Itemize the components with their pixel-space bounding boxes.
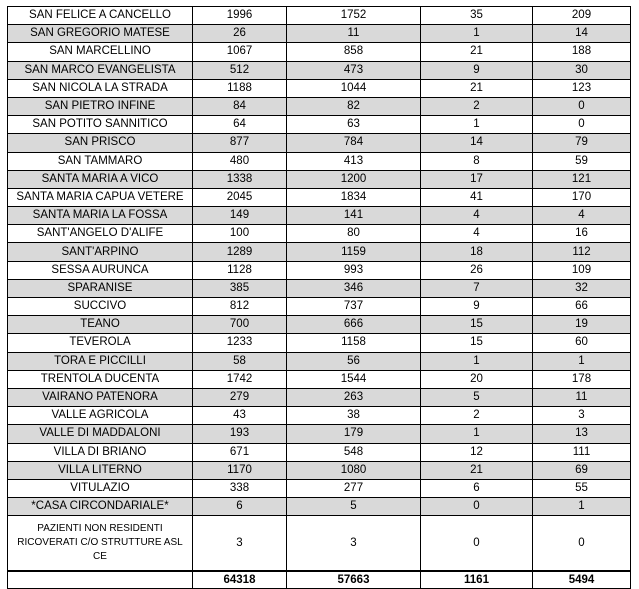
municipality-cell: SAN TAMMARO — [8, 152, 193, 170]
value-col-1-total-cell: 64318 — [193, 571, 287, 589]
table-row — [8, 479, 631, 497]
municipality-cell: SANTA MARIA A VICO — [8, 170, 193, 188]
value-col-1-cell: 700 — [193, 316, 287, 334]
value-col-3-cell: 21 — [421, 461, 533, 479]
value-col-3-cell: 6 — [421, 479, 533, 497]
value-col-2-cell: 5 — [287, 498, 421, 516]
value-col-1-cell: 338 — [193, 479, 287, 497]
municipality-cell: SAN POTITO SANNITICO — [8, 116, 193, 134]
value-col-4-cell: 30 — [533, 61, 631, 79]
table-row — [8, 443, 631, 461]
value-col-2-cell: 38 — [287, 407, 421, 425]
value-col-1-cell: 1233 — [193, 334, 287, 352]
municipality-cell: SAN PRISCO — [8, 134, 193, 152]
municipality-cell: SPARANISE — [8, 279, 193, 297]
value-col-3-cell: 2 — [421, 407, 533, 425]
value-col-3-cell: 4 — [421, 225, 533, 243]
value-col-1-cell: 3 — [193, 516, 287, 572]
value-col-1-cell: 100 — [193, 225, 287, 243]
value-col-1-cell: 6 — [193, 498, 287, 516]
value-col-3-cell: 12 — [421, 443, 533, 461]
municipality-cell: VAIRANO PATENORA — [8, 388, 193, 406]
value-col-3-cell: 9 — [421, 298, 533, 316]
value-col-2-cell: 784 — [287, 134, 421, 152]
value-col-3-cell: 14 — [421, 134, 533, 152]
table-row — [8, 407, 631, 425]
value-col-2-cell: 277 — [287, 479, 421, 497]
value-col-3-cell: 21 — [421, 43, 533, 61]
value-col-3-cell: 1 — [421, 116, 533, 134]
value-col-4-cell: 79 — [533, 134, 631, 152]
municipality-cases-table-container — [7, 6, 630, 589]
table-row — [8, 298, 631, 316]
table-row — [8, 370, 631, 388]
municipality-cell: SANT'ANGELO D'ALIFE — [8, 225, 193, 243]
value-col-2-cell: 11 — [287, 25, 421, 43]
value-col-4-cell: 14 — [533, 25, 631, 43]
value-col-2-cell: 858 — [287, 43, 421, 61]
value-col-1-cell: 58 — [193, 352, 287, 370]
value-col-3-cell: 35 — [421, 7, 533, 25]
table-row — [8, 97, 631, 115]
municipality-cell: SAN GREGORIO MATESE — [8, 25, 193, 43]
municipality-cell: TORA E PICCILLI — [8, 352, 193, 370]
value-col-1-cell: 1338 — [193, 170, 287, 188]
value-col-4-cell: 59 — [533, 152, 631, 170]
value-col-3-cell: 20 — [421, 370, 533, 388]
municipality-cell: TRENTOLA DUCENTA — [8, 370, 193, 388]
municipality-cell: TEVEROLA — [8, 334, 193, 352]
value-col-2-cell: 473 — [287, 61, 421, 79]
value-col-4-cell: 11 — [533, 388, 631, 406]
value-col-4-cell: 1 — [533, 352, 631, 370]
value-col-2-cell: 1752 — [287, 7, 421, 25]
value-col-4-cell: 1 — [533, 498, 631, 516]
value-col-1-cell: 43 — [193, 407, 287, 425]
value-col-2-cell: 346 — [287, 279, 421, 297]
municipality-cell: SANT'ARPINO — [8, 243, 193, 261]
value-col-3-cell: 17 — [421, 170, 533, 188]
municipality-cell: VILLA DI BRIANO — [8, 443, 193, 461]
value-col-3-cell: 1 — [421, 352, 533, 370]
value-col-3-cell: 4 — [421, 207, 533, 225]
value-col-4-cell: 55 — [533, 479, 631, 497]
value-col-4-cell: 32 — [533, 279, 631, 297]
table-row — [8, 188, 631, 206]
municipality-cell: SAN NICOLA LA STRADA — [8, 79, 193, 97]
municipality-cell: SANTA MARIA LA FOSSA — [8, 207, 193, 225]
value-col-3-cell: 18 — [421, 243, 533, 261]
municipality-cell: *CASA CIRCONDARIALE* — [8, 498, 193, 516]
value-col-4-cell: 170 — [533, 188, 631, 206]
table-row — [8, 316, 631, 334]
municipality-cell: SAN PIETRO INFINE — [8, 97, 193, 115]
value-col-1-cell: 1128 — [193, 261, 287, 279]
value-col-2-cell: 1834 — [287, 188, 421, 206]
value-col-2-cell: 179 — [287, 425, 421, 443]
table-row — [8, 152, 631, 170]
table-row — [8, 225, 631, 243]
table-row — [8, 279, 631, 297]
municipality-cell: SANTA MARIA CAPUA VETERE — [8, 188, 193, 206]
municipality-cell: SUCCIVO — [8, 298, 193, 316]
value-col-4-cell: 0 — [533, 516, 631, 572]
value-col-4-total-cell: 5494 — [533, 571, 631, 589]
value-col-1-cell: 512 — [193, 61, 287, 79]
value-col-3-cell: 5 — [421, 388, 533, 406]
municipality-cell: SESSA AURUNCA — [8, 261, 193, 279]
value-col-3-total-cell: 1161 — [421, 571, 533, 589]
value-col-4-cell: 112 — [533, 243, 631, 261]
value-col-1-cell: 84 — [193, 97, 287, 115]
table-row — [8, 243, 631, 261]
table-row — [8, 134, 631, 152]
value-col-3-cell: 8 — [421, 152, 533, 170]
value-col-2-cell: 548 — [287, 443, 421, 461]
municipality-cell: VITULAZIO — [8, 479, 193, 497]
value-col-1-cell: 2045 — [193, 188, 287, 206]
value-col-1-cell: 812 — [193, 298, 287, 316]
table-body — [8, 7, 631, 589]
table-row — [8, 388, 631, 406]
value-col-4-cell: 69 — [533, 461, 631, 479]
value-col-4-cell: 0 — [533, 116, 631, 134]
value-col-1-cell: 26 — [193, 25, 287, 43]
table-row — [8, 207, 631, 225]
value-col-2-cell: 993 — [287, 261, 421, 279]
value-col-4-cell: 123 — [533, 79, 631, 97]
value-col-1-cell: 1170 — [193, 461, 287, 479]
value-col-1-cell: 671 — [193, 443, 287, 461]
value-col-3-cell: 7 — [421, 279, 533, 297]
table-row — [8, 516, 631, 572]
value-col-1-cell: 1996 — [193, 7, 287, 25]
value-col-4-cell: 121 — [533, 170, 631, 188]
value-col-4-cell: 4 — [533, 207, 631, 225]
table-row — [8, 61, 631, 79]
value-col-4-cell: 60 — [533, 334, 631, 352]
table-row — [8, 261, 631, 279]
value-col-2-cell: 1159 — [287, 243, 421, 261]
value-col-2-cell: 141 — [287, 207, 421, 225]
value-col-2-total-cell: 57663 — [287, 571, 421, 589]
table-row — [8, 498, 631, 516]
value-col-3-cell: 2 — [421, 97, 533, 115]
value-col-2-cell: 1158 — [287, 334, 421, 352]
value-col-4-cell: 0 — [533, 97, 631, 115]
table-row — [8, 7, 631, 25]
municipality-cell: TEANO — [8, 316, 193, 334]
value-col-3-cell: 1 — [421, 25, 533, 43]
value-col-3-cell: 1 — [421, 425, 533, 443]
value-col-4-cell: 178 — [533, 370, 631, 388]
value-col-2-cell: 413 — [287, 152, 421, 170]
value-col-4-cell: 109 — [533, 261, 631, 279]
table-row — [8, 25, 631, 43]
value-col-1-cell: 193 — [193, 425, 287, 443]
value-col-3-cell: 0 — [421, 516, 533, 572]
value-col-4-cell: 66 — [533, 298, 631, 316]
municipality-cell: VALLE AGRICOLA — [8, 407, 193, 425]
municipality-cell: PAZIENTI NON RESIDENTI RICOVERATI C/O STRUTTURE ASL CE — [8, 516, 193, 572]
value-col-1-cell: 877 — [193, 134, 287, 152]
value-col-2-cell: 1044 — [287, 79, 421, 97]
value-col-3-cell: 0 — [421, 498, 533, 516]
value-col-2-cell: 1544 — [287, 370, 421, 388]
table-row — [8, 170, 631, 188]
value-col-2-cell: 80 — [287, 225, 421, 243]
municipality-cell: VALLE DI MADDALONI — [8, 425, 193, 443]
municipality-cell: SAN MARCO EVANGELISTA — [8, 61, 193, 79]
value-col-4-cell: 188 — [533, 43, 631, 61]
value-col-1-cell: 1067 — [193, 43, 287, 61]
value-col-2-cell: 82 — [287, 97, 421, 115]
table-row — [8, 461, 631, 479]
value-col-2-cell: 737 — [287, 298, 421, 316]
value-col-1-cell: 1289 — [193, 243, 287, 261]
value-col-2-cell: 1200 — [287, 170, 421, 188]
municipality-cases-table — [7, 6, 631, 589]
value-col-4-cell: 13 — [533, 425, 631, 443]
value-col-4-cell: 111 — [533, 443, 631, 461]
value-col-2-cell: 56 — [287, 352, 421, 370]
municipality-cell: SAN MARCELLINO — [8, 43, 193, 61]
municipality-cell: VILLA LITERNO — [8, 461, 193, 479]
value-col-3-cell: 15 — [421, 334, 533, 352]
value-col-2-cell: 63 — [287, 116, 421, 134]
value-col-3-cell: 21 — [421, 79, 533, 97]
value-col-4-cell: 16 — [533, 225, 631, 243]
table-row — [8, 43, 631, 61]
value-col-1-cell: 149 — [193, 207, 287, 225]
value-col-2-cell: 3 — [287, 516, 421, 572]
value-col-2-cell: 263 — [287, 388, 421, 406]
table-row — [8, 116, 631, 134]
municipality-cell: SAN FELICE A CANCELLO — [8, 7, 193, 25]
value-col-4-cell: 209 — [533, 7, 631, 25]
value-col-3-cell: 15 — [421, 316, 533, 334]
value-col-2-cell: 666 — [287, 316, 421, 334]
value-col-3-cell: 9 — [421, 61, 533, 79]
value-col-1-cell: 385 — [193, 279, 287, 297]
value-col-1-cell: 1188 — [193, 79, 287, 97]
value-col-1-cell: 279 — [193, 388, 287, 406]
value-col-4-cell: 19 — [533, 316, 631, 334]
value-col-1-cell: 1742 — [193, 370, 287, 388]
table-row — [8, 425, 631, 443]
value-col-3-cell: 41 — [421, 188, 533, 206]
value-col-4-cell: 3 — [533, 407, 631, 425]
value-col-1-cell: 480 — [193, 152, 287, 170]
table-row — [8, 334, 631, 352]
table-row — [8, 79, 631, 97]
municipality-total-cell — [8, 571, 193, 589]
totals-row — [8, 571, 631, 589]
value-col-3-cell: 26 — [421, 261, 533, 279]
value-col-2-cell: 1080 — [287, 461, 421, 479]
value-col-1-cell: 64 — [193, 116, 287, 134]
table-row — [8, 352, 631, 370]
